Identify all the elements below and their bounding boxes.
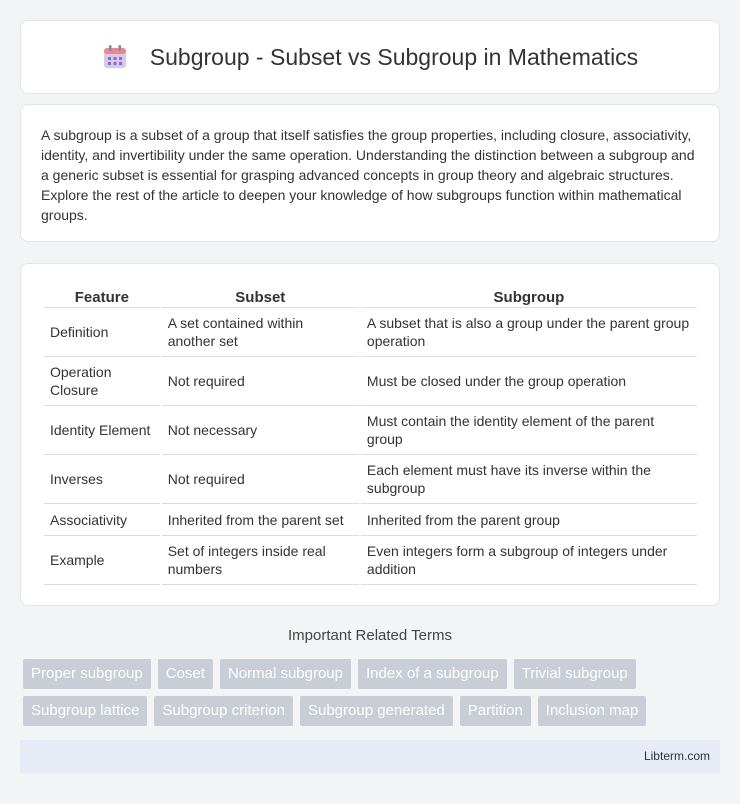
related-terms-title: Important Related Terms — [288, 627, 452, 644]
cell-feature: Definition — [44, 308, 160, 357]
tag-subgroup-generated[interactable]: Subgroup generated — [300, 696, 453, 726]
table-row — [44, 504, 697, 536]
comparison-table-card — [20, 263, 720, 606]
cell-subgroup: Each element must have its inverse within the subgroup — [361, 455, 697, 504]
header-subgroup: Subgroup — [361, 286, 697, 308]
cell-feature: Identity Element — [44, 406, 160, 455]
related-terms-row-2 — [23, 696, 723, 726]
tag-normal-subgroup[interactable]: Normal subgroup — [220, 659, 351, 689]
tag-index-of-a-subgroup[interactable]: Index of a subgroup — [358, 659, 507, 689]
cell-subgroup: Must be closed under the group operation — [361, 357, 697, 406]
header-card — [20, 20, 720, 94]
footer-site-link[interactable]: Libterm.com — [643, 749, 710, 763]
related-terms-row-1 — [23, 659, 723, 689]
intro-text: A subgroup is a subset of a group that itself satisfies the group properties, including closure, associativity, identity, and invertibility under the same operation. Understanding the distinction between a subgroup and a generic subset is essential for grasping advanced concepts in group theory and algebraic structures. Explore the rest of the article to deepen your knowledge of how subgroups function within mathematical groups. — [41, 127, 695, 223]
intro-card — [20, 104, 720, 242]
cell-subset: Not necessary — [162, 406, 359, 455]
calendar-icon — [102, 44, 128, 70]
tag-partition[interactable]: Partition — [460, 696, 531, 726]
cell-subgroup: A subset that is also a group under the parent group operation — [361, 308, 697, 357]
tag-subgroup-lattice[interactable]: Subgroup lattice — [23, 696, 147, 726]
header-feature: Feature — [44, 286, 160, 308]
table-row — [44, 406, 697, 455]
cell-subset: Not required — [162, 455, 359, 504]
cell-feature: Inverses — [44, 455, 160, 504]
tag-subgroup-criterion[interactable]: Subgroup criterion — [154, 696, 293, 726]
page-title: Subgroup - Subset vs Subgroup in Mathematics — [149, 43, 639, 70]
table-row — [44, 536, 697, 585]
table-row — [44, 308, 697, 357]
cell-feature: Associativity — [44, 504, 160, 536]
cell-subset: Set of integers inside real numbers — [162, 536, 359, 585]
table-row — [44, 455, 697, 504]
cell-feature: Example — [44, 536, 160, 585]
tag-coset[interactable]: Coset — [158, 659, 213, 689]
cell-subset: Inherited from the parent set — [162, 504, 359, 536]
table-row — [44, 357, 697, 406]
tag-inclusion-map[interactable]: Inclusion map — [538, 696, 647, 726]
cell-subgroup: Even integers form a subgroup of integers under addition — [361, 536, 697, 585]
tag-proper-subgroup[interactable]: Proper subgroup — [23, 659, 151, 689]
cell-subgroup: Inherited from the parent group — [361, 504, 697, 536]
footer — [20, 740, 720, 773]
cell-feature: Operation Closure — [44, 357, 160, 406]
tag-trivial-subgroup[interactable]: Trivial subgroup — [514, 659, 636, 689]
table-header-row — [44, 286, 697, 308]
header-subset: Subset — [162, 286, 359, 308]
cell-subset: A set contained within another set — [162, 308, 359, 357]
comparison-table — [42, 286, 699, 585]
cell-subset: Not required — [162, 357, 359, 406]
cell-subgroup: Must contain the identity element of the parent group — [361, 406, 697, 455]
